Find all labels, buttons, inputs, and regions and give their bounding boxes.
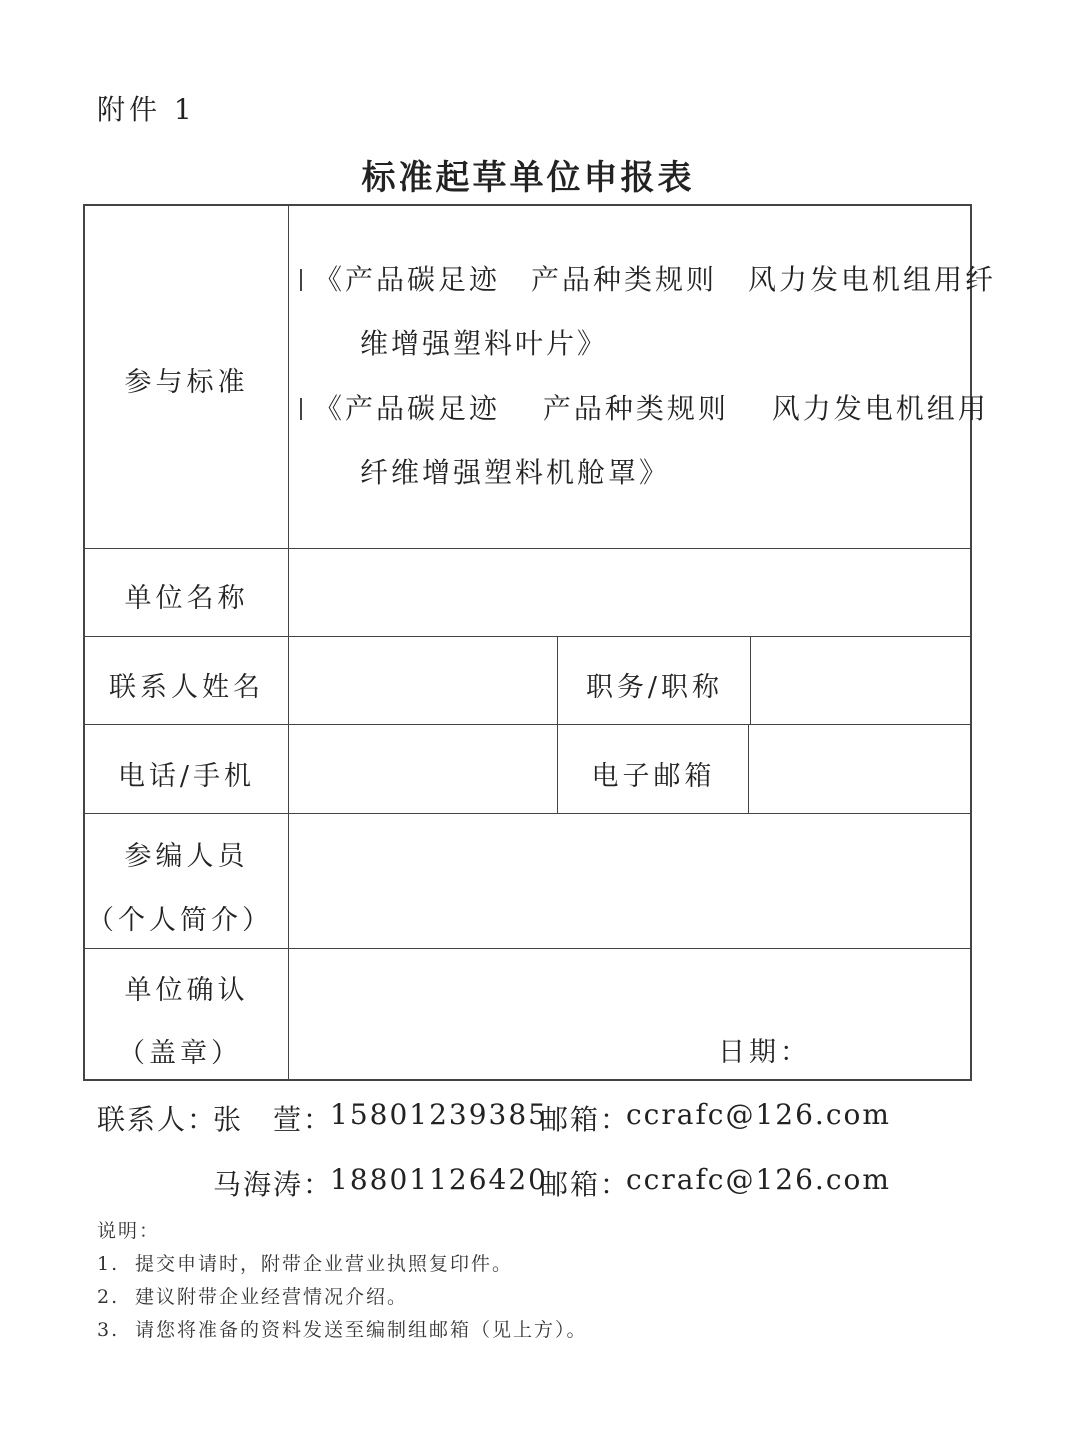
contact-phone: 18801126420 bbox=[330, 1163, 548, 1196]
contact-prefix: 联系人： bbox=[97, 1103, 218, 1136]
standard-option-blade[interactable] bbox=[300, 248, 997, 376]
row-divider bbox=[85, 948, 972, 949]
standard-option-text-cont: 维增强塑料叶片》 bbox=[360, 327, 609, 360]
contact-name: 张 萱： bbox=[213, 1103, 334, 1136]
form-title: 标准起草单位申报表 bbox=[361, 158, 695, 198]
note-text: 请您将准备的资料发送至编制组邮箱（见上方）。 bbox=[135, 1319, 588, 1341]
contact-name: 马海涛： bbox=[213, 1168, 334, 1201]
position-label: 职务/职称 bbox=[585, 672, 724, 703]
contact-email[interactable]: ccrafc@126.com bbox=[626, 1098, 891, 1131]
contact-email-label: 邮箱： bbox=[540, 1168, 631, 1201]
contact-phone: 15801239385 bbox=[330, 1098, 548, 1131]
column-divider bbox=[557, 636, 558, 813]
phone-label: 电话/手机 bbox=[117, 761, 256, 792]
checkbox-icon[interactable] bbox=[300, 398, 302, 420]
confirm-field[interactable] bbox=[290, 950, 970, 1080]
note-number: 3. bbox=[97, 1319, 120, 1341]
seal-label: （盖章） bbox=[118, 1038, 242, 1069]
label-column-divider bbox=[288, 206, 289, 1081]
notes-heading: 说明： bbox=[97, 1220, 161, 1242]
standard-option-text: 《产品碳足迹 产品种类规则 风力发电机组用纤 bbox=[314, 263, 997, 296]
editors-label: 参编人员 bbox=[124, 841, 249, 872]
contact-email-label: 邮箱： bbox=[540, 1103, 631, 1136]
position-field[interactable] bbox=[752, 638, 970, 723]
standard-label: 参与标准 bbox=[124, 367, 249, 398]
note-item bbox=[97, 1281, 588, 1314]
attachment-label: 附件 1 bbox=[97, 93, 196, 126]
note-text: 建议附带企业经营情况介绍。 bbox=[135, 1286, 409, 1308]
editors-label-note: （个人简介） bbox=[87, 905, 273, 936]
standard-option-nacelle[interactable] bbox=[300, 377, 989, 505]
email-label: 电子邮箱 bbox=[591, 761, 716, 792]
notes-section bbox=[97, 1215, 588, 1347]
date-label: 日期： bbox=[718, 1037, 811, 1068]
email-field[interactable] bbox=[750, 726, 970, 812]
contact-name-field[interactable] bbox=[290, 638, 556, 723]
phone-field[interactable] bbox=[290, 726, 556, 812]
note-number: 1. bbox=[97, 1253, 120, 1275]
unit-name-field[interactable] bbox=[290, 550, 970, 635]
application-form-table bbox=[83, 204, 997, 1081]
checkbox-icon[interactable] bbox=[300, 269, 302, 291]
note-number: 2. bbox=[97, 1286, 120, 1308]
row-divider bbox=[85, 548, 972, 549]
note-item bbox=[97, 1248, 588, 1281]
column-divider bbox=[750, 636, 751, 725]
contact-email[interactable]: ccrafc@126.com bbox=[626, 1163, 891, 1196]
column-divider bbox=[748, 724, 749, 813]
row-divider bbox=[85, 813, 972, 814]
contact-name-label: 联系人姓名 bbox=[109, 672, 264, 703]
note-item bbox=[97, 1314, 588, 1347]
standard-option-text: 《产品碳足迹 产品种类规则 风力发电机组用 bbox=[314, 392, 989, 425]
unit-name-label: 单位名称 bbox=[124, 583, 249, 614]
standard-option-text-cont: 纤维增强塑料机舱罩》 bbox=[360, 456, 671, 489]
note-text: 提交申请时，附带企业营业执照复印件。 bbox=[135, 1253, 514, 1275]
row-divider bbox=[85, 636, 972, 637]
editors-field[interactable] bbox=[290, 815, 970, 947]
row-divider bbox=[85, 724, 972, 725]
confirm-label: 单位确认 bbox=[124, 975, 249, 1006]
